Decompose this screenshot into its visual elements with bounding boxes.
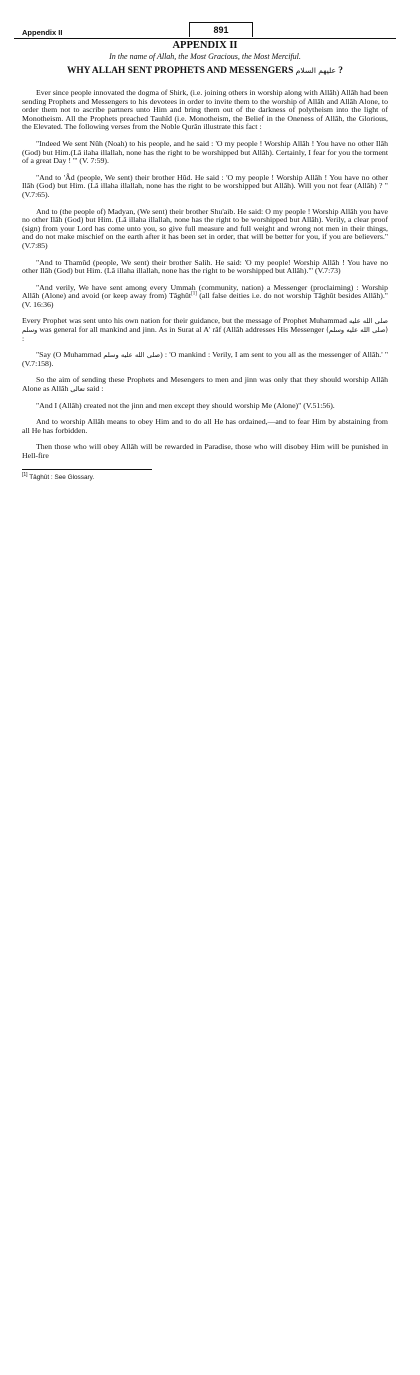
paragraph-thamud: "And to Thamûd (people, We sent) their brother Salih. He said: 'O my people! Worship Allâh ! You have no other Ilâh (God) but Him. (Lâ illaha illallah, none has the right to be worshipped but Allâh).'" (V.7:73) bbox=[22, 257, 388, 276]
paragraph-created: "And I (Allâh) created not the jinn and men except they should worship Me (Alone)" (V.51:56). bbox=[36, 400, 335, 410]
salutation-arabic: صلى الله عليه وسلم bbox=[22, 317, 388, 335]
paragraph-every-prophet bbox=[22, 317, 388, 343]
footnote-rule bbox=[22, 469, 152, 470]
paragraph-ummah-part1: "And verily, We have sent among every Ummah (community, nation) a Messenger (proclaiming) : Worship Allâh (Alone) and avoid (or keep away from) Tâghût bbox=[22, 282, 388, 301]
paragraph-every-prophet-part2: was general for all mankind and jinn. As in Surat al A' râf (Allâh addresses His Messenger bbox=[37, 325, 327, 335]
section-label: Appendix II bbox=[22, 28, 63, 37]
heading-arabic: عليهم السلام bbox=[295, 66, 336, 75]
paragraph-every-prophet-part1: Every Prophet was sent unto his own nation for their guidance, but the message of Prophet Muhammad bbox=[22, 316, 350, 326]
footnote bbox=[22, 471, 388, 482]
running-header bbox=[14, 22, 396, 40]
footnote-reference[interactable]: [1] bbox=[191, 291, 197, 297]
paragraph-ummah-part2: (all false deities i.e. do not worship Tâghût besides Allâh)." (V. 16:36) bbox=[22, 291, 388, 309]
heading-text: WHY ALLAH SENT PROPHETS AND MESSENGERS bbox=[67, 66, 294, 76]
footnote-text: Tâghût : See Glossary. bbox=[29, 473, 95, 481]
paragraph-say-part1: "Say (O Muhammad bbox=[36, 350, 104, 360]
paragraph-worship-means: And to worship Allâh means to obey Him and to do all He has ordained,—and to fear Him by abstaining from all He has forbidden. bbox=[22, 417, 388, 435]
header-rule bbox=[14, 38, 396, 39]
footnote-mark: [1] bbox=[22, 471, 28, 478]
paragraph-say-part2: ) : 'O mankind : Verily, I am sent to you all as the messenger of Allâh.' " (V.7:158). bbox=[22, 350, 388, 368]
paragraph-intro: Ever since people innovated the dogma of Shirk, (i.e. joining others in worship along with Allâh) Allâh had been sending Prophets and Messengers to his devotees in order to invite them to the worship of Allâh and Allâh Alone, to order them not to ascribe partners unto Him and bring them out of the darkness of polytheism into the light of Monotheism. All the Prophets preached Tauhîd (i.e. Monotheism, the Belief in the Oneness of Allâh, the Glorious, the Elevated. The following verses from the Noble Qurân illustrate this fact : bbox=[22, 88, 388, 132]
appendix-title: APPENDIX II bbox=[172, 40, 238, 51]
taala-arabic: تعالى bbox=[70, 385, 85, 394]
paragraph-ummah bbox=[22, 284, 388, 310]
page-body bbox=[22, 40, 388, 482]
paragraph-nuh: "Indeed We sent Nûh (Noah) to his people, and he said : 'O my people ! Worship Allâh ! You have no other Ilâh (God) but Him.(Lâ ilaha illallah, none has the right to be worshipped but Allâh). Certainly, I fear for you the torment of a great Day ! '" (V. 7:59). bbox=[22, 138, 388, 166]
bismillah-line: In the name of Allah, the Most Gracious, the Most Merciful. bbox=[109, 52, 301, 61]
paragraph-every-prophet-part3: : bbox=[22, 333, 25, 343]
paragraph-reward: Then those who will obey Allâh will be rewarded in Paradise, those who will disobey Him will be punished in Hell-fire bbox=[22, 442, 388, 460]
paragraph-aim-part2: said : bbox=[84, 384, 104, 394]
page-number: 891 bbox=[189, 22, 253, 37]
paragraph-ad: "And to 'Âd (people, We sent) their brother Hûd. He said : 'O my people ! Worship Allâh ! You have no other Ilâh (God) but Him. (Lâ illaha illallah, none has the right to be worshipped but Allâh). Will you not fear (Allâh) ? " (V.7:65). bbox=[22, 172, 388, 199]
salutation-arabic-say: صلى الله عليه وسلم bbox=[103, 351, 161, 360]
section-heading bbox=[22, 65, 388, 77]
salutation-arabic-bracketed: (صلى الله عليه وسلم) bbox=[326, 326, 388, 335]
paragraph-aim bbox=[22, 376, 388, 393]
heading-mark: ? bbox=[338, 66, 343, 76]
paragraph-say bbox=[22, 351, 388, 368]
paragraph-madyan: And to (the people of) Madyan, (We sent) their brother Shu'aib. He said: O my people ! Worship Allâh you have no other Ilâh (God) but Him. (Lâ illaha illallah, none has the right to be worshipped but Allâh). Verily, a clear proof (sign) from your Lord has come unto you, so give full measure and full weight and wrong not men in their things, and do not make mischief on the earth after it has been set in order, that will be better for you, if you are believers." (V.7:85) bbox=[22, 206, 388, 250]
paragraph-aim-part1: So the aim of sending these Prophets and Mesengers to men and jinn was only that they should worship Allâh Alone as Allâh bbox=[22, 375, 388, 394]
